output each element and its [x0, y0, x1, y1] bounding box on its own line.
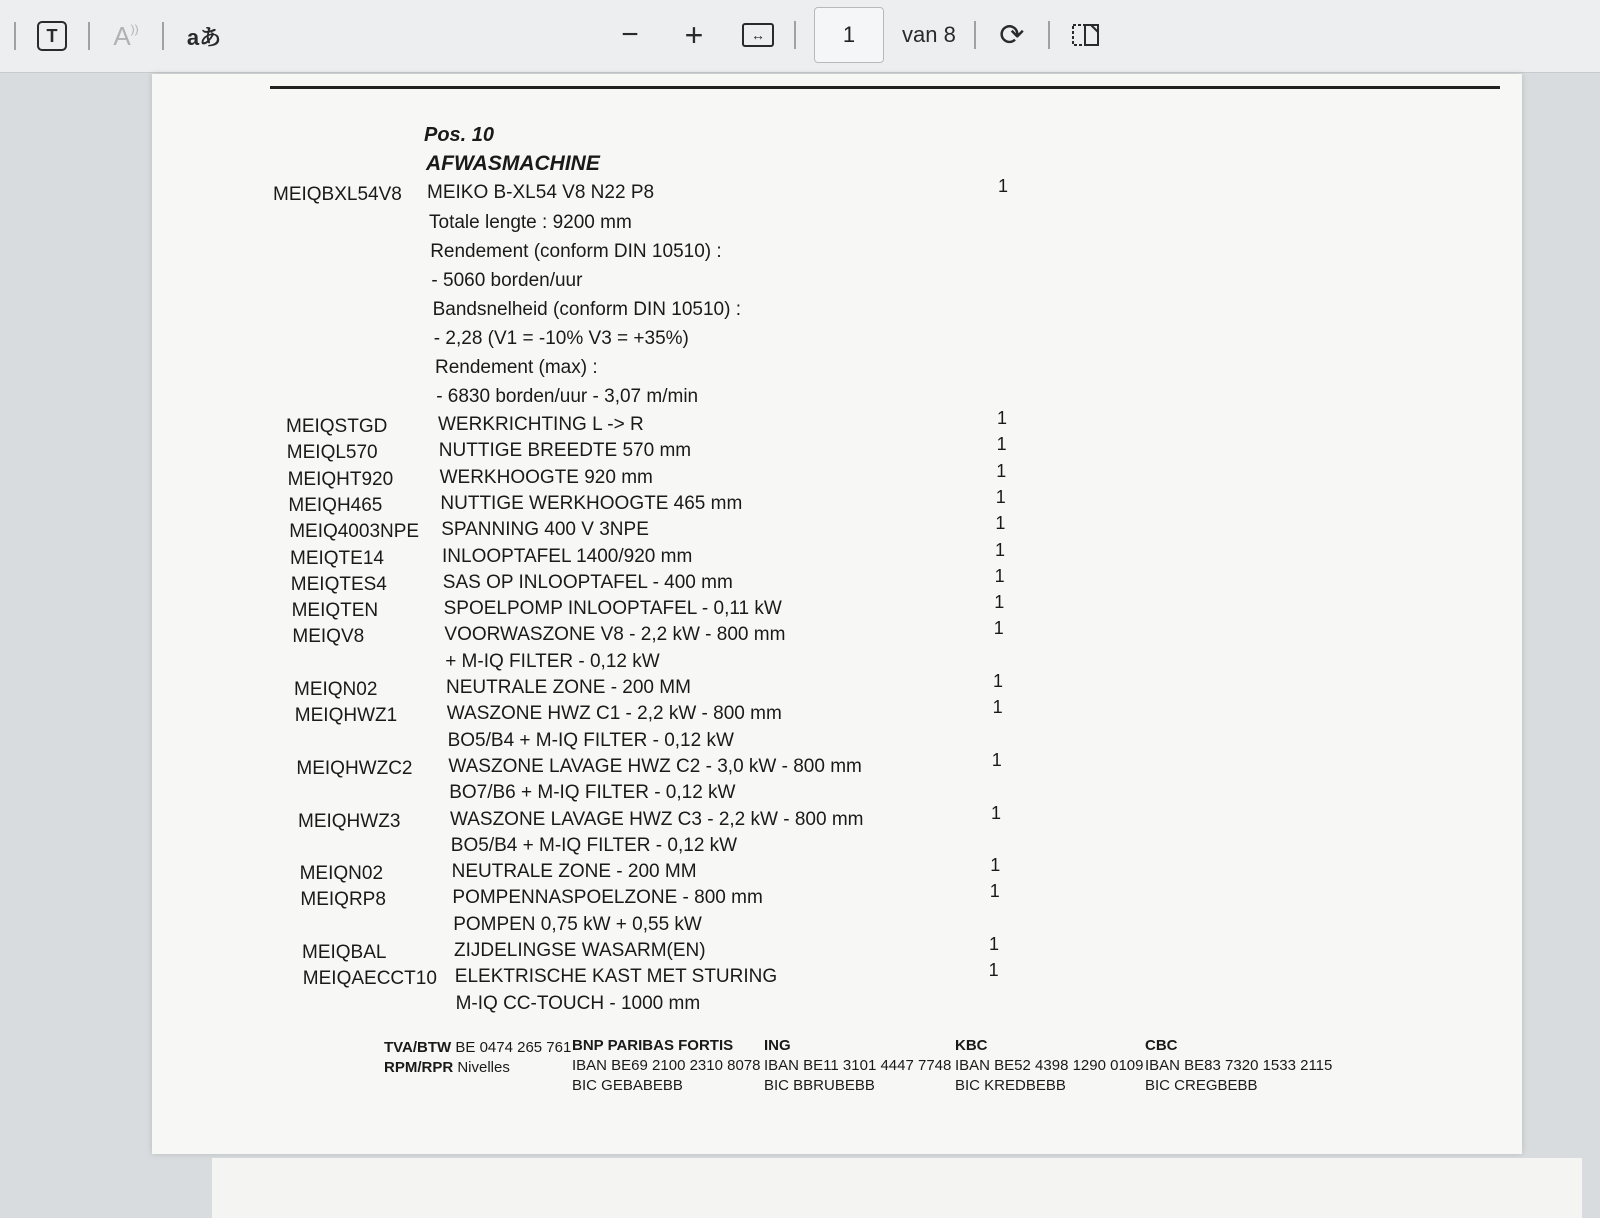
toolbar-left-group — [14, 14, 226, 58]
read-aloud-icon[interactable] — [108, 18, 144, 54]
next-page-edge — [212, 1158, 1582, 1218]
item-desc: NEUTRALE ZONE - 200 MM — [446, 677, 691, 698]
spec-line: - 2,28 (V1 = -10% V3 = +35%) — [433, 328, 689, 349]
document-page — [152, 74, 1522, 1154]
toolbar-separator — [88, 22, 90, 50]
item-code: MEIQAECCT10 — [302, 968, 437, 990]
item-desc: WASZONE LAVAGE HWZ C3 - 2,2 kW - 800 mm — [450, 808, 864, 830]
rotate-icon[interactable] — [994, 17, 1030, 53]
item-qty: 1 — [993, 671, 1004, 691]
item-desc: M-IQ CC-TOUCH - 1000 mm — [455, 992, 701, 1014]
item-desc: SPANNING 400 V 3NPE — [441, 519, 649, 541]
toolbar-separator — [162, 22, 164, 50]
item-qty: 1 — [996, 460, 1007, 481]
item-desc: NEUTRALE ZONE - 200 MM — [451, 861, 697, 883]
fit-width-glyph: ↔ — [742, 23, 774, 47]
translate-glyph: aあ — [186, 24, 222, 50]
spec-line: Bandsnelheid (conform DIN 10510) : — [432, 299, 741, 320]
item-desc: BO5/B4 + M-IQ FILTER - 0,12 kW — [450, 834, 738, 856]
bank-bic: BIC GEBABEBB — [572, 1077, 683, 1094]
header-rule — [270, 86, 1500, 89]
item-code: MEIQN02 — [299, 863, 384, 885]
translate-icon[interactable] — [182, 18, 226, 54]
item-desc: WERKHOOGTE 920 mm — [439, 466, 653, 488]
item-code: MEIQHWZ3 — [298, 810, 401, 832]
item-code: MEIQSTGD — [286, 416, 388, 437]
position-label: Pos. 10 — [424, 124, 495, 146]
bank-bic: BIC BBRUBEBB — [764, 1077, 875, 1094]
text-glyph: T — [37, 21, 67, 51]
pdf-toolbar — [0, 0, 1600, 73]
text-icon[interactable] — [34, 18, 70, 54]
bank-iban: IBAN BE69 2100 2310 8078 — [572, 1057, 761, 1074]
item-desc: ELEKTRISCHE KAST MET STURING — [454, 966, 778, 988]
tva-label: TVA/BTW — [384, 1039, 452, 1056]
rpm-value: Nivelles — [457, 1059, 510, 1076]
bank-column — [955, 1036, 1143, 1096]
main-item-code: MEIQBXL54V8 — [273, 184, 402, 205]
item-qty: 1 — [989, 881, 1000, 902]
item-qty: 1 — [994, 592, 1005, 613]
item-code: MEIQL570 — [286, 442, 378, 464]
toolbar-center-group — [612, 10, 1104, 60]
spec-line: - 6830 borden/uur - 3,07 m/min — [436, 386, 699, 407]
item-code: MEIQBAL — [302, 942, 387, 963]
bank-column — [1145, 1036, 1332, 1096]
bank-iban: IBAN BE52 4398 1290 0109 — [955, 1057, 1144, 1074]
toolbar-separator — [794, 21, 796, 49]
item-code: MEIQH465 — [288, 494, 383, 516]
item-desc: INLOOPTAFEL 1400/920 mm — [442, 545, 693, 567]
bank-name: BNP PARIBAS FORTIS — [572, 1037, 734, 1054]
bank-name: CBC — [1145, 1037, 1178, 1054]
item-desc: NUTTIGE WERKHOOGTE 465 mm — [440, 492, 743, 514]
spec-line: Rendement (conform DIN 10510) : — [430, 241, 722, 262]
read-aloud-glyph: A — [113, 20, 131, 51]
item-qty: 1 — [990, 855, 1001, 876]
item-qty: 1 — [993, 618, 1004, 639]
page-number-input[interactable] — [814, 7, 884, 63]
main-item-qty: 1 — [998, 176, 1009, 196]
toolbar-separator — [974, 21, 976, 49]
item-qty: 1 — [995, 513, 1006, 534]
bank-name: ING — [764, 1037, 791, 1054]
item-qty: 1 — [992, 697, 1003, 718]
zoom-out-icon[interactable] — [612, 17, 648, 53]
spec-line: - 5060 borden/uur — [431, 270, 583, 291]
footer-company — [384, 1038, 571, 1078]
item-code: MEIQV8 — [292, 626, 365, 648]
bank-bic: BIC CREGBEBB — [1145, 1077, 1258, 1094]
spec-line: Rendement (max) : — [435, 357, 598, 378]
main-item-desc: MEIKO B-XL54 V8 N22 P8 — [427, 182, 655, 203]
bank-column — [764, 1036, 951, 1096]
item-code: MEIQHWZ1 — [294, 705, 398, 727]
item-code: MEIQN02 — [294, 679, 378, 700]
rpm-label: RPM/RPR — [384, 1059, 454, 1076]
item-code: MEIQ4003NPE — [289, 521, 420, 543]
zoom-out-glyph: − — [621, 18, 639, 51]
item-code: MEIQTES4 — [290, 573, 387, 595]
toolbar-separator — [14, 22, 16, 50]
item-qty: 1 — [994, 565, 1005, 586]
tva-value: BE 0474 265 761 — [455, 1039, 572, 1056]
bank-column — [572, 1036, 760, 1096]
section-title: AFWASMACHINE — [426, 152, 600, 175]
item-code: MEIQRP8 — [300, 889, 386, 911]
item-desc: BO5/B4 + M-IQ FILTER - 0,12 kW — [447, 729, 734, 751]
item-code: MEIQHT920 — [287, 468, 394, 490]
item-qty: 1 — [989, 934, 1000, 954]
bank-name: KBC — [955, 1037, 988, 1054]
bank-bic: BIC KREDBEBB — [955, 1077, 1066, 1094]
item-desc: + M-IQ FILTER - 0,12 kW — [445, 650, 660, 672]
item-qty: 1 — [991, 749, 1002, 770]
item-code: MEIQTEN — [291, 600, 379, 622]
zoom-in-icon[interactable] — [676, 17, 712, 53]
item-desc: ZIJDELINGSE WASARM(EN) — [454, 940, 706, 961]
item-qty: 1 — [988, 960, 999, 981]
item-qty: 1 — [995, 486, 1006, 507]
toolbar-separator — [1048, 21, 1050, 49]
two-page-icon[interactable] — [1068, 17, 1104, 53]
item-desc: BO7/B6 + M-IQ FILTER - 0,12 kW — [449, 782, 736, 804]
item-qty: 1 — [995, 539, 1006, 560]
item-qty: 1 — [991, 802, 1002, 823]
fit-width-icon[interactable] — [740, 17, 776, 53]
rotate-glyph: ⟳ — [999, 18, 1025, 52]
item-qty: 1 — [996, 434, 1007, 455]
zoom-in-glyph: + — [684, 16, 704, 53]
item-desc: WASZONE HWZ C1 - 2,2 kW - 800 mm — [446, 703, 782, 725]
item-desc: VOORWASZONE V8 - 2,2 kW - 800 mm — [444, 624, 786, 646]
bank-iban: IBAN BE83 7320 1533 2115 — [1145, 1057, 1333, 1074]
item-desc: SPOELPOMP INLOOPTAFEL - 0,11 kW — [443, 598, 782, 620]
spec-line: Totale lengte : 9200 mm — [429, 212, 632, 233]
two-page-svg — [1071, 22, 1101, 48]
item-desc: NUTTIGE BREEDTE 570 mm — [438, 440, 692, 462]
bank-iban: IBAN BE11 3101 4447 7748 — [764, 1057, 952, 1074]
item-code: MEIQHWZC2 — [296, 757, 413, 779]
item-desc: POMPENNASPOELZONE - 800 mm — [452, 887, 763, 909]
item-desc: SAS OP INLOOPTAFEL - 400 mm — [442, 571, 733, 593]
item-desc: WASZONE LAVAGE HWZ C2 - 3,0 kW - 800 mm — [448, 755, 862, 777]
item-qty: 1 — [997, 408, 1008, 428]
page-total-label: van 8 — [902, 22, 956, 47]
item-desc: WERKRICHTING L -> R — [438, 414, 644, 435]
sound-wave-icon: )) — [130, 22, 139, 36]
item-code: MEIQTE14 — [290, 547, 384, 569]
item-desc: POMPEN 0,75 kW + 0,55 kW — [453, 913, 702, 935]
